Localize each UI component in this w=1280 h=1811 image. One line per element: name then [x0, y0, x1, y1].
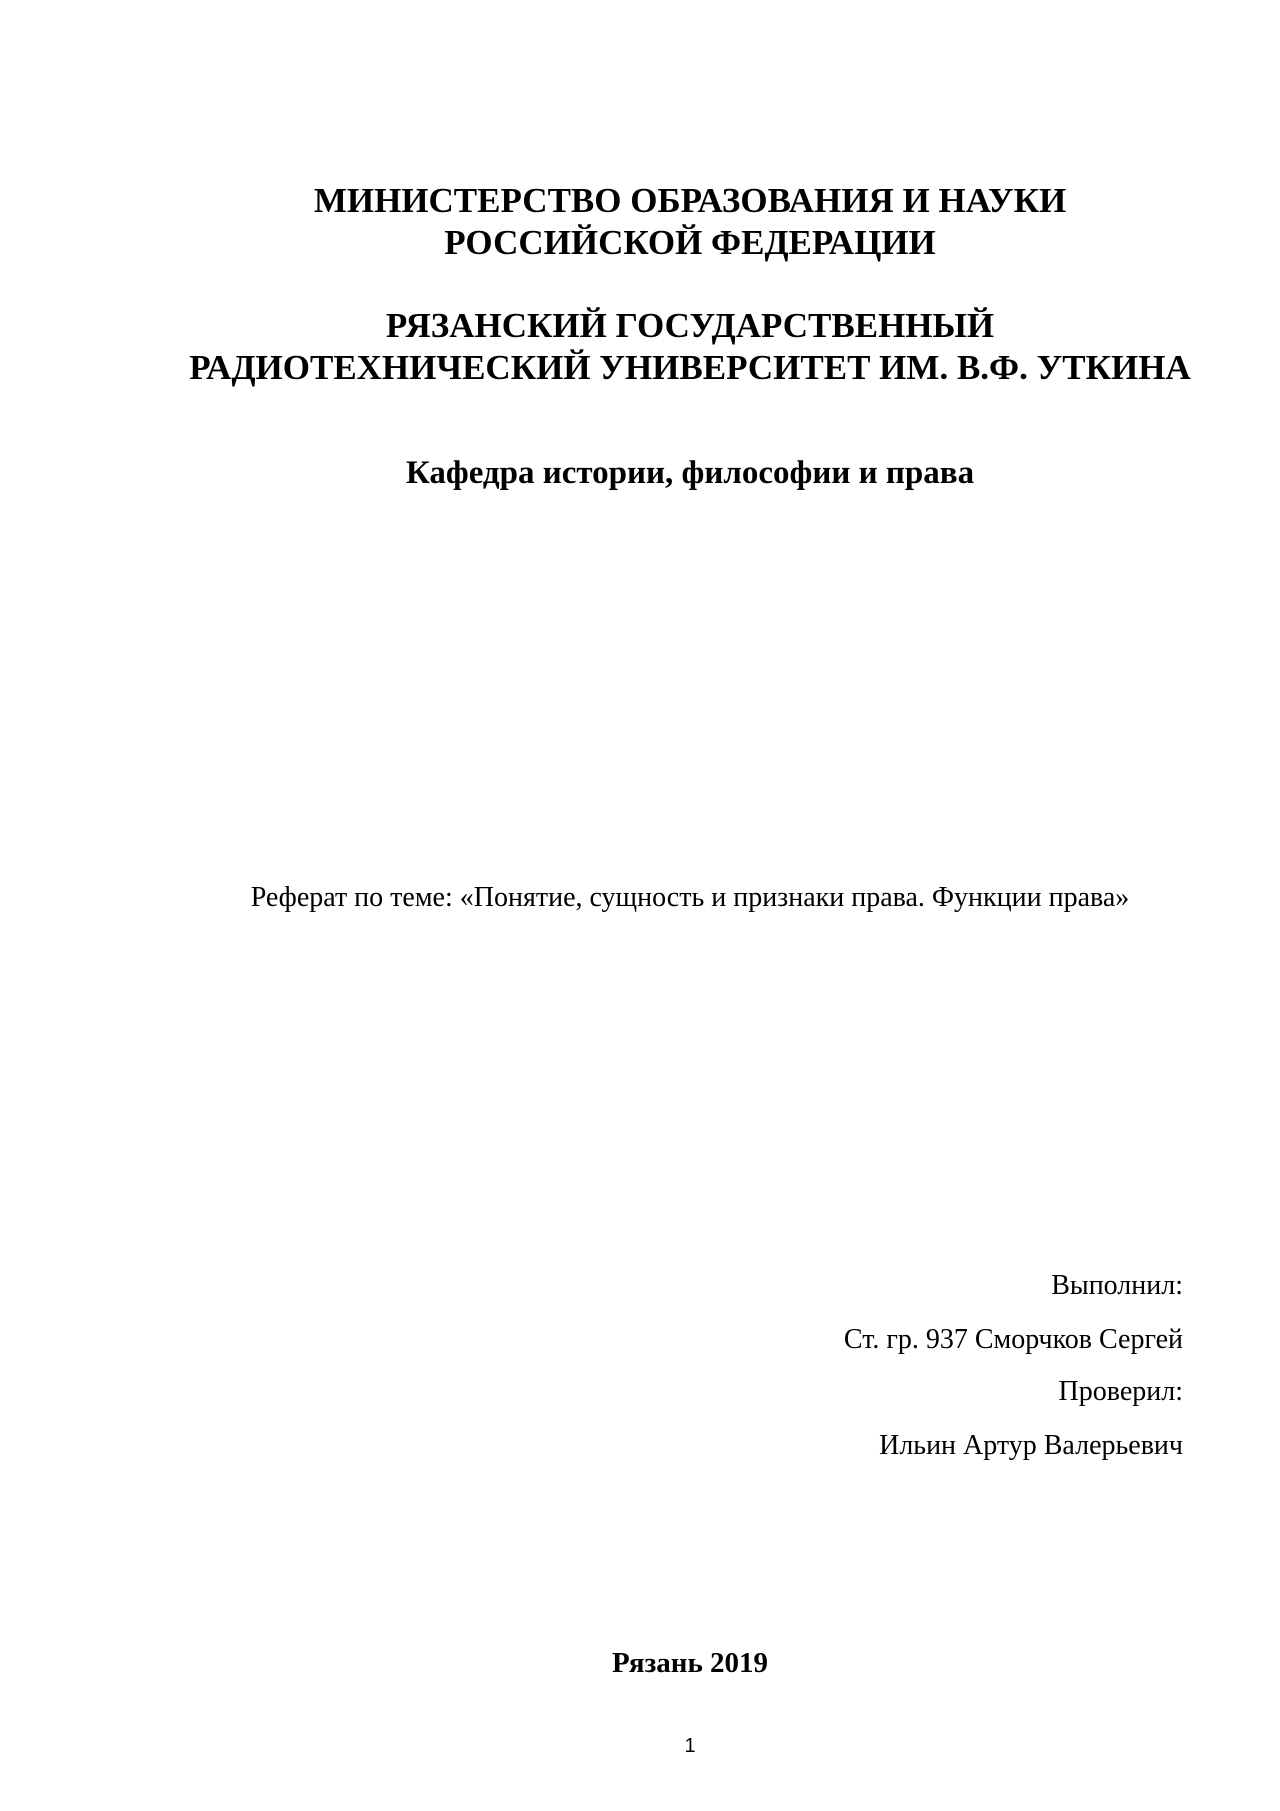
performed-by-name: Ст. гр. 937 Сморчков Сергей	[843, 1324, 1183, 1355]
department-heading: Кафедра истории, философии и права	[405, 455, 975, 491]
ministry-heading	[140, 180, 1240, 264]
ministry-heading-line-2: РОССИЙСКОЙ ФЕДЕРАЦИИ	[444, 223, 936, 262]
ministry-heading-line-1: МИНИСТЕРСТВО ОБРАЗОВАНИЯ И НАУКИ	[313, 181, 1067, 220]
page-number: 1	[684, 1735, 696, 1757]
checked-by-label: Проверил:	[1058, 1376, 1183, 1407]
checked-by-name: Ильин Артур Валерьевич	[879, 1430, 1183, 1461]
university-heading-line-1: РЯЗАНСКИЙ ГОСУДАРСТВЕННЫЙ	[385, 306, 995, 345]
university-heading	[140, 305, 1240, 389]
university-heading-line-2: РАДИОТЕХНИЧЕСКИЙ УНИВЕРСИТЕТ ИМ. В.Ф. УТКИНА	[189, 348, 1191, 387]
performed-by-label: Выполнил:	[1051, 1270, 1183, 1301]
city-year: Рязань 2019	[611, 1647, 769, 1679]
essay-topic: Реферат по теме: «Понятие, сущность и признаки права. Функции права»	[250, 882, 1130, 913]
